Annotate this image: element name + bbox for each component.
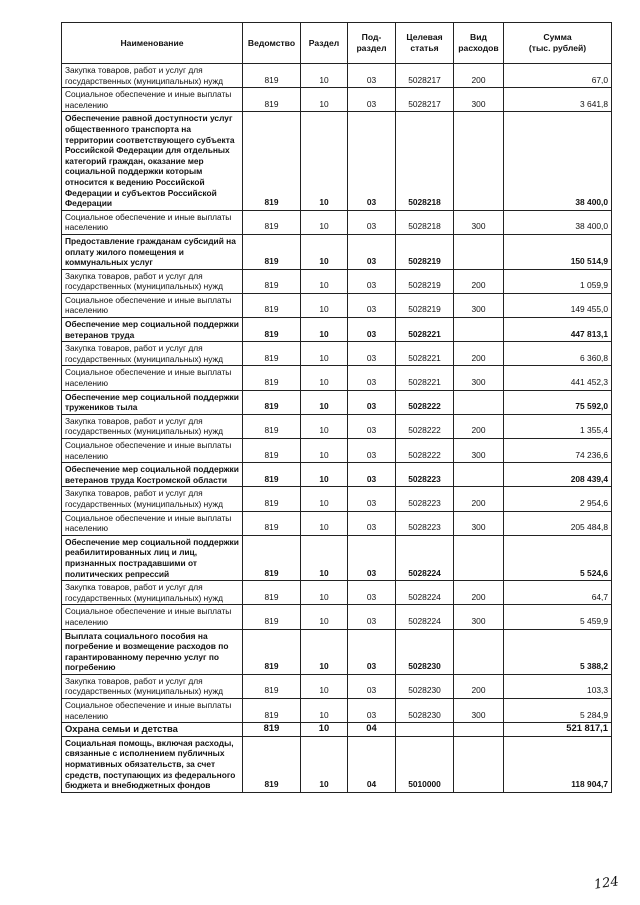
row-subsection-cell: 03 [348, 511, 396, 535]
page-number: 124 [593, 874, 620, 893]
table-row [62, 511, 612, 535]
row-dept-cell: 819 [243, 463, 301, 487]
row-subsection-cell: 03 [348, 112, 396, 210]
row-type-cell [454, 463, 504, 487]
row-sum-cell: 3 641,8 [504, 88, 612, 112]
row-target-cell: 5028221 [396, 366, 454, 390]
row-subsection-cell: 03 [348, 390, 396, 414]
row-subsection-cell: 03 [348, 269, 396, 293]
row-target-cell: 5028222 [396, 390, 454, 414]
row-subsection-cell: 03 [348, 463, 396, 487]
row-section-cell: 10 [301, 210, 348, 234]
row-type-cell [454, 736, 504, 792]
row-sum-cell: 5 284,9 [504, 699, 612, 723]
row-type-cell [454, 112, 504, 210]
row-name-cell: Закупка товаров, работ и услуг для государственных (муниципальных) нужд [62, 414, 243, 438]
table-row [62, 390, 612, 414]
row-target-cell: 5028218 [396, 210, 454, 234]
row-dept-cell: 819 [243, 487, 301, 511]
row-sum-cell: 118 904,7 [504, 736, 612, 792]
row-section-cell: 10 [301, 342, 348, 366]
row-sum-cell: 5 524,6 [504, 535, 612, 580]
table-row [62, 234, 612, 269]
row-dept-cell: 819 [243, 736, 301, 792]
row-sum-cell: 1 059,9 [504, 269, 612, 293]
row-section-cell: 10 [301, 463, 348, 487]
row-name-cell: Социальная помощь, включая расходы, связанные с исполнением публичных нормативных обязательств, за счет средств, поступающих из федерального бюджета и внебюджетных фондов [62, 736, 243, 792]
row-name-cell: Обеспечение мер социальной поддержки реабилитированных лиц и лиц, признанных пострадавшими от политических репрессий [62, 535, 243, 580]
row-dept-cell: 819 [243, 342, 301, 366]
row-target-cell: 5028224 [396, 535, 454, 580]
row-name-cell: Обеспечение мер социальной поддержки ветеранов труда Костромской области [62, 463, 243, 487]
table-row [62, 581, 612, 605]
row-dept-cell: 819 [243, 269, 301, 293]
row-name-cell: Социальное обеспечение и иные выплаты населению [62, 511, 243, 535]
row-target-cell: 5028217 [396, 64, 454, 88]
row-subsection-cell: 03 [348, 342, 396, 366]
row-type-cell: 300 [454, 210, 504, 234]
row-dept-cell: 819 [243, 88, 301, 112]
row-dept-cell: 819 [243, 390, 301, 414]
row-type-cell: 200 [454, 487, 504, 511]
budget-table [61, 22, 612, 793]
row-subsection-cell: 03 [348, 210, 396, 234]
row-type-cell [454, 234, 504, 269]
row-section-cell: 10 [301, 535, 348, 580]
table-body [62, 64, 612, 793]
row-name-cell: Закупка товаров, работ и услуг для государственных (муниципальных) нужд [62, 342, 243, 366]
row-name-cell: Социальное обеспечение и иные выплаты населению [62, 439, 243, 463]
row-section-cell: 10 [301, 439, 348, 463]
row-dept-cell: 819 [243, 699, 301, 723]
row-dept-cell: 819 [243, 293, 301, 317]
table-row [62, 736, 612, 792]
row-sum-cell: 205 484,8 [504, 511, 612, 535]
row-subsection-cell: 04 [348, 736, 396, 792]
row-target-cell: 5028230 [396, 629, 454, 674]
table-row [62, 439, 612, 463]
row-target-cell: 5028221 [396, 318, 454, 342]
row-dept-cell: 819 [243, 318, 301, 342]
table-row [62, 64, 612, 88]
col-header-dept: Ведомство [243, 23, 301, 64]
table-row [62, 342, 612, 366]
row-type-cell: 200 [454, 674, 504, 698]
row-type-cell: 200 [454, 581, 504, 605]
row-sum-cell: 441 452,3 [504, 366, 612, 390]
row-target-cell: 5028218 [396, 112, 454, 210]
col-header-section: Раздел [301, 23, 348, 64]
row-name-cell: Обеспечение равной доступности услуг общественного транспорта на территории соответствующего субъекта Российской Федерации для отдельных категорий граждан, оказание мер социальной поддержки которым относится к ведению Российской Федерации и субъектов Российской Федерации [62, 112, 243, 210]
row-sum-cell: 38 400,0 [504, 210, 612, 234]
row-name-cell: Социальное обеспечение и иные выплаты населению [62, 699, 243, 723]
row-section-cell: 10 [301, 487, 348, 511]
row-type-cell: 300 [454, 699, 504, 723]
row-name-cell: Социальное обеспечение и иные выплаты населению [62, 210, 243, 234]
row-sum-cell: 2 954,6 [504, 487, 612, 511]
table-row [62, 463, 612, 487]
row-subsection-cell: 03 [348, 605, 396, 629]
table-row [62, 293, 612, 317]
row-type-cell: 200 [454, 64, 504, 88]
row-sum-cell: 38 400,0 [504, 112, 612, 210]
table-row [62, 487, 612, 511]
row-name-cell: Закупка товаров, работ и услуг для государственных (муниципальных) нужд [62, 269, 243, 293]
row-type-cell: 300 [454, 439, 504, 463]
col-header-subsection: Под- раздел [348, 23, 396, 64]
row-subsection-cell: 03 [348, 366, 396, 390]
row-section-cell: 10 [301, 736, 348, 792]
row-type-cell [454, 535, 504, 580]
row-name-cell: Закупка товаров, работ и услуг для государственных (муниципальных) нужд [62, 64, 243, 88]
row-name-cell: Охрана семьи и детства [62, 723, 243, 737]
row-section-cell: 10 [301, 293, 348, 317]
row-type-cell: 300 [454, 88, 504, 112]
row-sum-cell: 150 514,9 [504, 234, 612, 269]
row-type-cell: 200 [454, 269, 504, 293]
row-dept-cell: 819 [243, 674, 301, 698]
row-dept-cell: 819 [243, 64, 301, 88]
row-type-cell [454, 318, 504, 342]
row-subsection-cell: 03 [348, 64, 396, 88]
row-sum-cell: 75 592,0 [504, 390, 612, 414]
row-sum-cell: 1 355,4 [504, 414, 612, 438]
row-dept-cell: 819 [243, 414, 301, 438]
row-dept-cell: 819 [243, 112, 301, 210]
row-sum-cell: 103,3 [504, 674, 612, 698]
row-target-cell: 5028222 [396, 439, 454, 463]
row-section-cell: 10 [301, 511, 348, 535]
table-row [62, 112, 612, 210]
row-section-cell: 10 [301, 581, 348, 605]
table-row [62, 88, 612, 112]
row-section-cell: 10 [301, 234, 348, 269]
row-sum-cell: 67,0 [504, 64, 612, 88]
row-name-cell: Обеспечение мер социальной поддержки тружеников тыла [62, 390, 243, 414]
row-section-cell: 10 [301, 605, 348, 629]
row-dept-cell: 819 [243, 535, 301, 580]
row-dept-cell: 819 [243, 366, 301, 390]
row-target-cell: 5028224 [396, 605, 454, 629]
row-sum-cell: 447 813,1 [504, 318, 612, 342]
row-type-cell: 300 [454, 605, 504, 629]
row-dept-cell: 819 [243, 723, 301, 737]
row-target-cell: 5028223 [396, 511, 454, 535]
row-type-cell: 200 [454, 342, 504, 366]
row-subsection-cell: 03 [348, 414, 396, 438]
table-row [62, 535, 612, 580]
row-name-cell: Закупка товаров, работ и услуг для государственных (муниципальных) нужд [62, 674, 243, 698]
row-name-cell: Закупка товаров, работ и услуг для государственных (муниципальных) нужд [62, 487, 243, 511]
row-section-cell: 10 [301, 414, 348, 438]
row-subsection-cell: 03 [348, 535, 396, 580]
row-target-cell: 5028221 [396, 342, 454, 366]
row-name-cell: Социальное обеспечение и иные выплаты населению [62, 366, 243, 390]
row-subsection-cell: 04 [348, 723, 396, 737]
row-target-cell: 5010000 [396, 736, 454, 792]
row-target-cell: 5028224 [396, 581, 454, 605]
row-target-cell: 5028219 [396, 234, 454, 269]
row-type-cell [454, 723, 504, 737]
row-name-cell: Закупка товаров, работ и услуг для государственных (муниципальных) нужд [62, 581, 243, 605]
table-row [62, 723, 612, 737]
row-subsection-cell: 03 [348, 487, 396, 511]
row-section-cell: 10 [301, 674, 348, 698]
row-dept-cell: 819 [243, 605, 301, 629]
row-section-cell: 10 [301, 318, 348, 342]
row-sum-cell: 6 360,8 [504, 342, 612, 366]
row-sum-cell: 521 817,1 [504, 723, 612, 737]
row-name-cell: Социальное обеспечение и иные выплаты населению [62, 605, 243, 629]
row-target-cell [396, 723, 454, 737]
table-row [62, 699, 612, 723]
row-section-cell: 10 [301, 629, 348, 674]
header-row [62, 23, 612, 64]
table-row [62, 318, 612, 342]
row-type-cell [454, 629, 504, 674]
row-type-cell: 300 [454, 293, 504, 317]
table-row [62, 414, 612, 438]
row-sum-cell: 64,7 [504, 581, 612, 605]
row-dept-cell: 819 [243, 234, 301, 269]
row-section-cell: 10 [301, 699, 348, 723]
row-type-cell: 300 [454, 366, 504, 390]
row-dept-cell: 819 [243, 511, 301, 535]
table-row [62, 366, 612, 390]
row-subsection-cell: 03 [348, 699, 396, 723]
row-section-cell: 10 [301, 723, 348, 737]
row-target-cell: 5028230 [396, 699, 454, 723]
row-subsection-cell: 03 [348, 318, 396, 342]
table-row [62, 605, 612, 629]
row-dept-cell: 819 [243, 629, 301, 674]
col-header-sum: Сумма (тыс. рублей) [504, 23, 612, 64]
row-subsection-cell: 03 [348, 234, 396, 269]
row-target-cell: 5028222 [396, 414, 454, 438]
row-dept-cell: 819 [243, 581, 301, 605]
row-type-cell: 300 [454, 511, 504, 535]
col-header-name: Наименование [62, 23, 243, 64]
row-sum-cell: 5 388,2 [504, 629, 612, 674]
row-type-cell: 200 [454, 414, 504, 438]
row-section-cell: 10 [301, 88, 348, 112]
row-sum-cell: 149 455,0 [504, 293, 612, 317]
row-subsection-cell: 03 [348, 629, 396, 674]
row-sum-cell: 74 236,6 [504, 439, 612, 463]
row-name-cell: Выплата социального пособия на погребение и возмещение расходов по гарантированному перечню услуг по погребению [62, 629, 243, 674]
table-row [62, 674, 612, 698]
row-subsection-cell: 03 [348, 581, 396, 605]
row-name-cell: Предоставление гражданам субсидий на оплату жилого помещения и коммунальных услуг [62, 234, 243, 269]
row-section-cell: 10 [301, 112, 348, 210]
table-row [62, 629, 612, 674]
row-target-cell: 5028230 [396, 674, 454, 698]
col-header-type: Вид расходов [454, 23, 504, 64]
table-row [62, 269, 612, 293]
row-name-cell: Обеспечение мер социальной поддержки ветеранов труда [62, 318, 243, 342]
row-subsection-cell: 03 [348, 439, 396, 463]
row-subsection-cell: 03 [348, 293, 396, 317]
row-target-cell: 5028217 [396, 88, 454, 112]
row-name-cell: Социальное обеспечение и иные выплаты населению [62, 88, 243, 112]
row-section-cell: 10 [301, 64, 348, 88]
row-subsection-cell: 03 [348, 88, 396, 112]
row-target-cell: 5028219 [396, 293, 454, 317]
row-target-cell: 5028223 [396, 487, 454, 511]
row-name-cell: Социальное обеспечение и иные выплаты населению [62, 293, 243, 317]
row-dept-cell: 819 [243, 210, 301, 234]
row-section-cell: 10 [301, 269, 348, 293]
row-sum-cell: 208 439,4 [504, 463, 612, 487]
row-target-cell: 5028223 [396, 463, 454, 487]
row-subsection-cell: 03 [348, 674, 396, 698]
row-dept-cell: 819 [243, 439, 301, 463]
table-row [62, 210, 612, 234]
row-section-cell: 10 [301, 390, 348, 414]
col-header-target: Целевая статья [396, 23, 454, 64]
row-target-cell: 5028219 [396, 269, 454, 293]
row-section-cell: 10 [301, 366, 348, 390]
row-sum-cell: 5 459,9 [504, 605, 612, 629]
row-type-cell [454, 390, 504, 414]
